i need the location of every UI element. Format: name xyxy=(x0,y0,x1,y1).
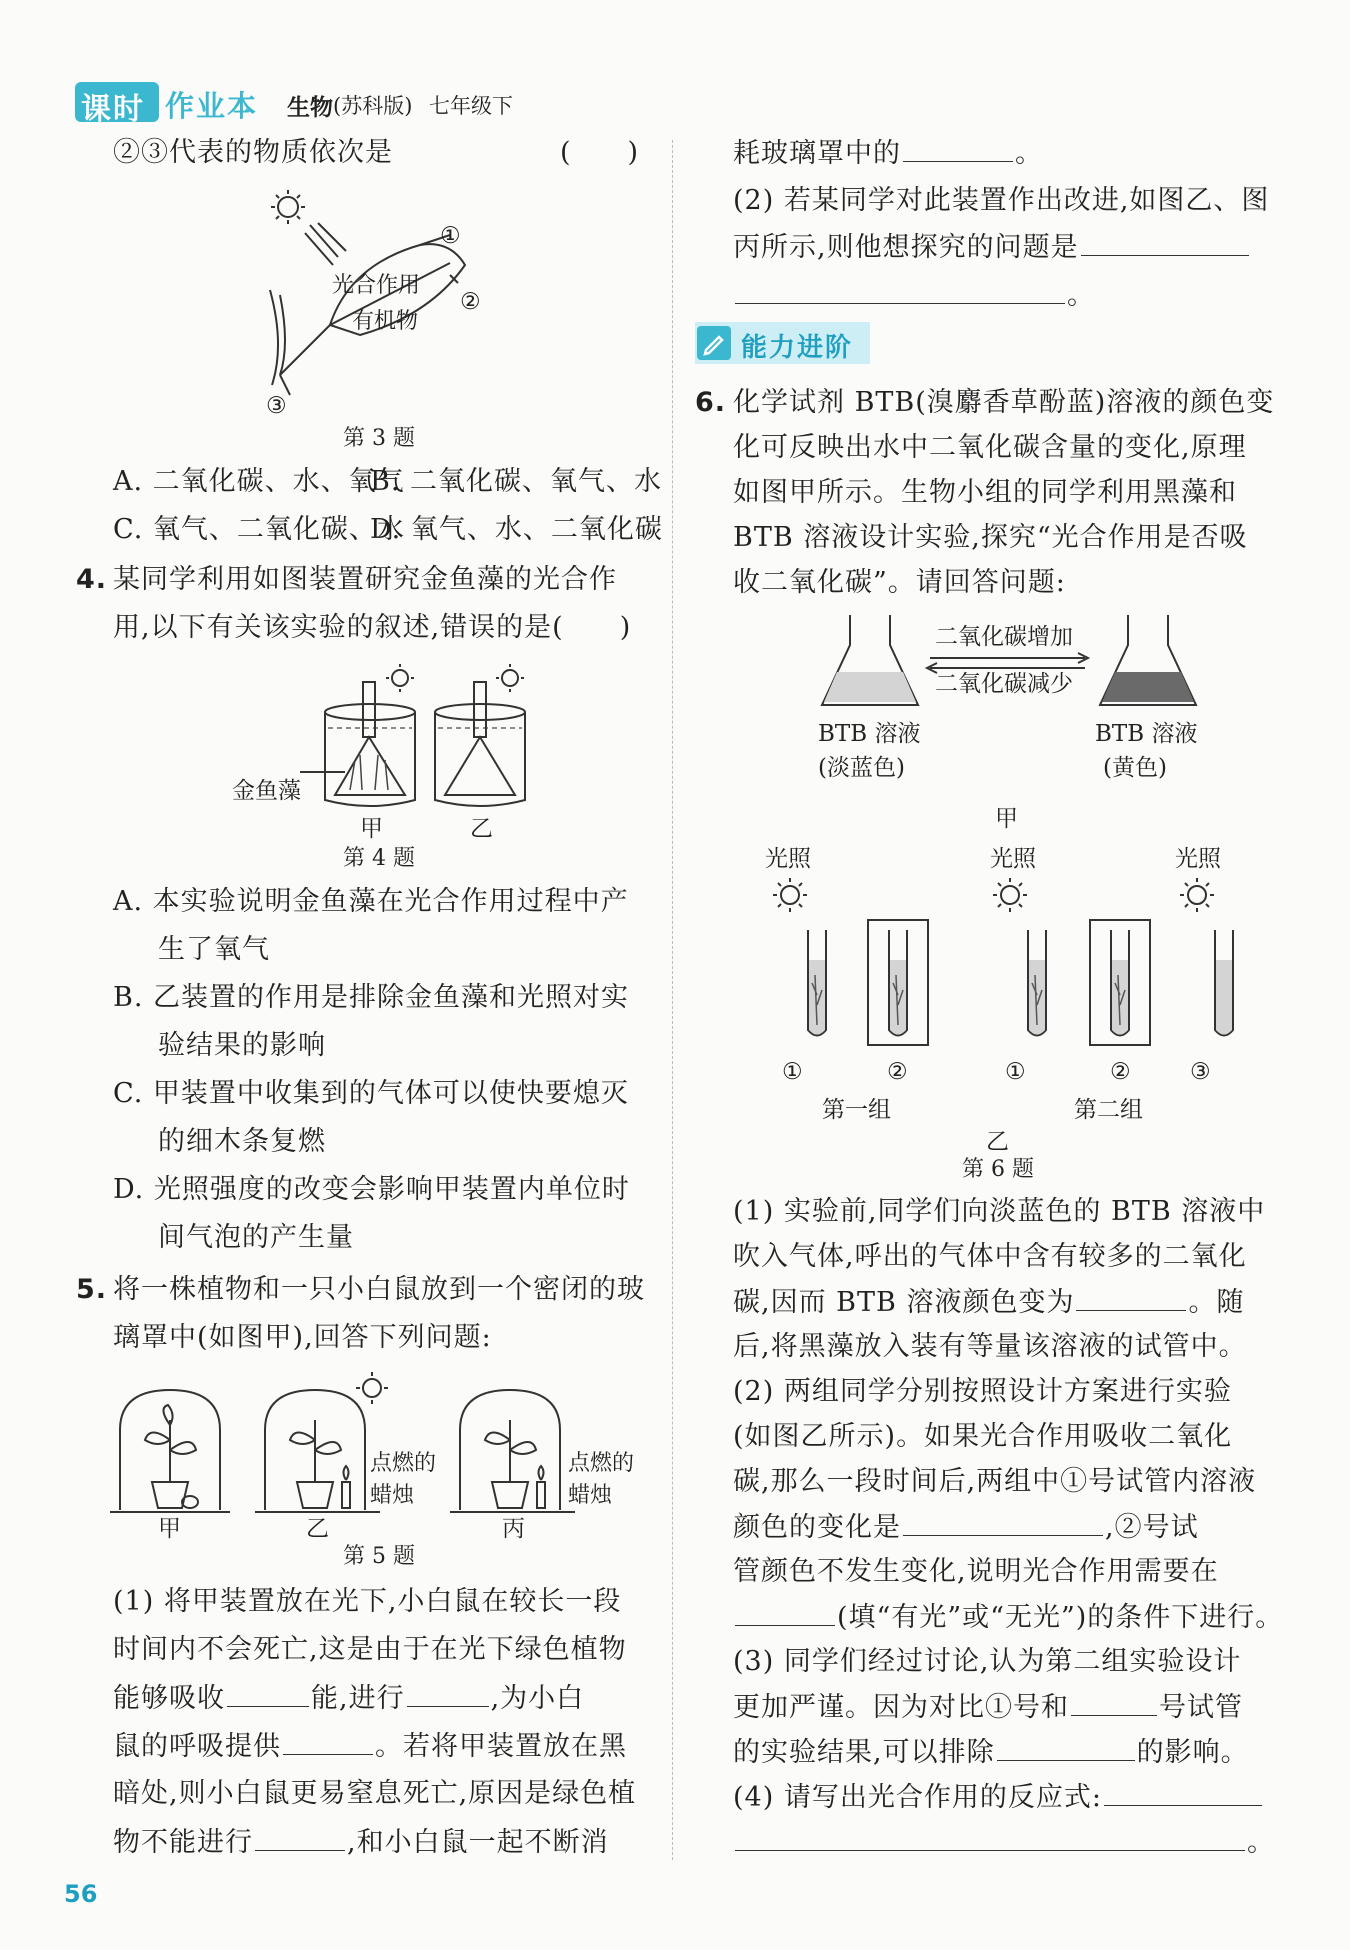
grade: 七年级下 xyxy=(429,94,513,118)
q6-flask2-name: BTB 溶液 xyxy=(1095,721,1198,747)
q5-cont-line1-a: 耗玻璃罩中的 xyxy=(733,138,901,169)
q6-p1-line1: (1) 实验前,同学们向淡蓝色的 BTB 溶液中 xyxy=(733,1196,1266,1227)
q5-p1-line5: 暗处,则小白鼠更易窒息死亡,原因是绿色植 xyxy=(113,1778,637,1809)
q3-caption: 第 3 题 xyxy=(343,426,415,451)
q4-option-a-line2: 生了氧气 xyxy=(158,934,270,965)
answer-blank-tube-number[interactable] xyxy=(1071,1687,1157,1716)
q3-label-3: ③ xyxy=(266,393,287,419)
q5-p2-line3 xyxy=(733,275,1095,316)
q6-p1-line3-b: 。随 xyxy=(1188,1287,1245,1318)
sun-icon xyxy=(1180,878,1214,912)
q5-candle-label-b-2: 蜡烛 xyxy=(370,1483,415,1508)
q6-light-label-3: 光照 xyxy=(1175,846,1221,872)
sun-icon xyxy=(271,190,305,224)
q6-p4-line1 xyxy=(733,1777,1264,1818)
q5-candle-label-c-1: 点燃的 xyxy=(568,1451,635,1476)
bell-jar-a xyxy=(110,1390,230,1512)
q6-figure-b-label: 乙 xyxy=(986,1129,1009,1155)
sun-icon xyxy=(356,1372,388,1404)
q4-option-d-line2: 间气泡的产生量 xyxy=(158,1222,354,1253)
q6-flask1-color: (淡蓝色) xyxy=(818,755,905,781)
q6-arrow-bottom-label: 二氧化碳减少 xyxy=(935,671,1073,697)
q6-stem-line5: 收二氧化碳”。请回答问题: xyxy=(733,567,1066,598)
q6-p1-line3-a: 碳,因而 BTB 溶液颜色变为 xyxy=(733,1287,1075,1318)
q3-option-c: C. 氧气、二氧化碳、水 xyxy=(113,514,405,545)
logo-text: 课时 xyxy=(81,92,145,127)
q6-tube-label-2: ② xyxy=(887,1059,908,1085)
answer-blank-color-change[interactable] xyxy=(903,1507,1103,1536)
q4-option-d-line1: D. 光照强度的改变会影响甲装置内单位时 xyxy=(113,1174,630,1205)
q5-cont-line1 xyxy=(733,133,1043,174)
q3-option-d: D. 氧气、水、二氧化碳 xyxy=(370,514,663,545)
answer-blank-provide[interactable] xyxy=(283,1726,373,1755)
flask-light-blue xyxy=(822,615,918,705)
q5-p1-line4 xyxy=(113,1726,627,1767)
q5-cont-line1-b: 。 xyxy=(1015,138,1043,169)
q4-option-b-line1: B. 乙装置的作用是排除金鱼藻和光照对实 xyxy=(113,982,630,1013)
q5-candle-label-c-2: 蜡烛 xyxy=(568,1483,613,1508)
q5-p1-line3-b: 能,进行 xyxy=(311,1683,405,1714)
q5-p1-line1: (1) 将甲装置放在光下,小白鼠在较长一段 xyxy=(113,1586,622,1617)
q4-stem-line2: 用,以下有关该实验的叙述,错误的是( ) xyxy=(113,612,632,643)
q4-figure xyxy=(300,660,570,820)
q6-p3-line3-b: 的影响。 xyxy=(1136,1737,1249,1768)
q6-p3-line2-b: 号试管 xyxy=(1159,1692,1243,1723)
section-title: 能力进阶 xyxy=(741,333,854,363)
q3-option-a: A. 二氧化碳、水、氧气 xyxy=(113,466,405,497)
q5-p1-line3-c: ,为小白 xyxy=(490,1683,585,1714)
answer-blank-process[interactable] xyxy=(407,1678,489,1707)
q5-p2-line3-b: 。 xyxy=(1067,280,1095,311)
answer-blank-consume[interactable] xyxy=(903,133,1013,162)
q5-p2-line1: (2) 若某同学对此装置作出改进,如图乙、图 xyxy=(733,185,1270,216)
q4-option-b-line2: 验结果的影响 xyxy=(158,1030,326,1061)
q5-p1-line6 xyxy=(113,1822,609,1863)
section-header xyxy=(695,322,870,364)
q6-p4-line1-a: (4) 请写出光合作用的反应式: xyxy=(733,1782,1102,1813)
q4-number: 4. xyxy=(76,564,108,595)
q6-p2-line2: (如图乙所示)。如果光合作用吸收二氧化 xyxy=(733,1421,1233,1452)
q6-group1-label: 第一组 xyxy=(822,1097,891,1123)
pencil-icon xyxy=(697,326,731,360)
book-title: 作业本 xyxy=(165,89,259,123)
q6-p2-line4-a: 颜色的变化是 xyxy=(733,1512,901,1543)
sun-icon xyxy=(386,664,414,692)
q6-stem-line2: 化可反映出水中二氧化碳含量的变化,原理 xyxy=(733,432,1247,463)
q4-caption: 第 4 题 xyxy=(343,846,415,871)
q6-p2-line6 xyxy=(733,1597,1283,1638)
answer-blank-not-perform[interactable] xyxy=(255,1822,345,1851)
answer-blank-exclude-factor[interactable] xyxy=(997,1732,1135,1761)
q5-label-a: 甲 xyxy=(158,1516,181,1542)
page-number: 56 xyxy=(64,1880,98,1908)
q5-label-c: 丙 xyxy=(502,1516,525,1542)
q6-p1-line4: 后,将黑藻放入装有等量该溶液的试管中。 xyxy=(733,1331,1247,1362)
q6-flask2-color: (黄色) xyxy=(1103,755,1167,781)
test-tube-group2-3 xyxy=(1215,930,1233,1036)
q6-stem-line3: 如图甲所示。生物小组的同学利用黑藻和 xyxy=(733,477,1237,508)
q4-label-a: 甲 xyxy=(360,816,383,842)
q6-p4-line2 xyxy=(733,1822,1275,1863)
q6-p3-line2-a: 更加严谨。因为对比①号和 xyxy=(733,1692,1069,1723)
answer-blank-equation-a[interactable] xyxy=(1104,1777,1262,1806)
q3-stem-tail: ②③代表的物质依次是 xyxy=(113,137,393,168)
q5-p1-line2: 时间内不会死亡,这是由于在光下绿色植物 xyxy=(113,1634,627,1665)
q6-figure-b xyxy=(760,875,1240,1055)
q6-tube-label-1: ① xyxy=(782,1059,803,1085)
answer-blank-question-a[interactable] xyxy=(1081,227,1249,256)
q6-light-label-1: 光照 xyxy=(765,846,811,872)
q4-label-b: 乙 xyxy=(470,816,493,842)
q3-option-b: B. 二氧化碳、氧气、水 xyxy=(370,466,663,497)
test-tube-group2-1 xyxy=(1028,930,1046,1036)
q3-leaf-text-2: 有机物 xyxy=(352,309,419,334)
q6-group2-label: 第二组 xyxy=(1074,1097,1143,1123)
bell-jar-c xyxy=(450,1390,575,1512)
sun-icon xyxy=(496,664,524,692)
q3-answer-paren: ( ) xyxy=(560,137,640,168)
q5-p1-line4-b: 。若将甲装置放在黑 xyxy=(375,1731,627,1762)
q6-light-label-2: 光照 xyxy=(990,846,1036,872)
q6-stem-line4: BTB 溶液设计实验,探究“光合作用是否吸 xyxy=(733,522,1248,553)
answer-blank-energy[interactable] xyxy=(227,1678,309,1707)
q5-p1-line4-a: 鼠的呼吸提供 xyxy=(113,1731,281,1762)
edition: (苏科版) xyxy=(333,94,413,118)
test-tube-group2-2 xyxy=(1111,930,1129,1036)
q6-p2-line4 xyxy=(733,1507,1199,1548)
logo-badge xyxy=(75,82,159,127)
q6-p4-line2-b: 。 xyxy=(1247,1827,1275,1858)
q6-stem-line1: 化学试剂 BTB(溴麝香草酚蓝)溶液的颜色变 xyxy=(733,387,1275,418)
q5-number: 5. xyxy=(76,1274,108,1305)
q4-option-c-line2: 的细木条复燃 xyxy=(158,1126,326,1157)
column-divider xyxy=(672,140,673,1860)
q6-tube-label-3: ① xyxy=(1005,1059,1026,1085)
sun-icon xyxy=(773,878,807,912)
q4-option-c-line1: C. 甲装置中收集到的气体可以使快要熄灭 xyxy=(113,1078,629,1109)
q6-tube-label-4: ② xyxy=(1110,1059,1131,1085)
answer-blank-question-b[interactable] xyxy=(735,275,1065,304)
test-tube-group1-1 xyxy=(808,930,826,1036)
q6-tube-label-5: ③ xyxy=(1190,1059,1211,1085)
q4-label-plant: 金鱼藻 xyxy=(232,778,301,804)
q5-stem-line1: 将一株植物和一只小白鼠放到一个密闭的玻 xyxy=(113,1274,645,1305)
q5-p2-line2-a: 丙所示,则他想探究的问题是 xyxy=(733,232,1079,263)
bell-jar-b xyxy=(255,1390,380,1512)
subject: 生物 xyxy=(287,95,333,121)
q5-p1-line3 xyxy=(113,1678,584,1719)
q6-flask1-name: BTB 溶液 xyxy=(818,721,921,747)
q5-caption: 第 5 题 xyxy=(343,1544,415,1569)
q3-label-2: ② xyxy=(460,289,481,315)
q6-p1-line2: 吹入气体,呼出的气体中含有较多的二氧化 xyxy=(733,1241,1247,1272)
q5-p1-line3-a: 能够吸收 xyxy=(113,1683,225,1714)
q6-p1-line3 xyxy=(733,1282,1244,1323)
q5-stem-line2: 璃罩中(如图甲),回答下列问题: xyxy=(113,1322,492,1353)
q6-p3-line3-a: 的实验结果,可以排除 xyxy=(733,1737,995,1768)
q6-p3-line2 xyxy=(733,1687,1243,1728)
flask-yellow xyxy=(1100,615,1196,705)
q5-candle-label-b-1: 点燃的 xyxy=(370,1451,437,1476)
answer-blank-light-condition[interactable] xyxy=(735,1597,835,1626)
q6-p2-line4-b: ,②号试 xyxy=(1105,1512,1199,1543)
q5-p1-line6-b: ,和小白鼠一起不断消 xyxy=(347,1827,609,1858)
q4-option-a-line1: A. 本实验说明金鱼藻在光合作用过程中产 xyxy=(113,886,629,917)
q4-stem-line1: 某同学利用如图装置研究金鱼藻的光合作 xyxy=(113,564,617,595)
q6-caption: 第 6 题 xyxy=(962,1157,1034,1182)
test-tube-group1-2 xyxy=(889,930,907,1036)
q6-number: 6. xyxy=(695,387,727,418)
answer-blank-equation-b[interactable] xyxy=(735,1822,1245,1851)
q6-p2-line1: (2) 两组同学分别按照设计方案进行实验 xyxy=(733,1376,1232,1407)
q6-p2-line5: 管颜色不发生变化,说明光合作用需要在 xyxy=(733,1556,1219,1587)
q5-p2-line2 xyxy=(733,227,1251,268)
q6-figure-a-label: 甲 xyxy=(995,806,1018,832)
q5-label-b: 乙 xyxy=(306,1516,329,1542)
q3-label-1: ① xyxy=(440,223,461,249)
q6-p3-line1: (3) 同学们经过讨论,认为第二组实验设计 xyxy=(733,1646,1242,1677)
q6-p2-line6-b: (填“有光”或“无光”)的条件下进行。 xyxy=(837,1602,1284,1633)
q6-p3-line3 xyxy=(733,1732,1249,1773)
q3-leaf-text-1: 光合作用 xyxy=(332,273,421,298)
answer-blank-color[interactable] xyxy=(1076,1282,1186,1311)
header xyxy=(75,82,635,126)
sun-icon xyxy=(993,878,1027,912)
q6-arrow-top-label: 二氧化碳增加 xyxy=(935,624,1073,650)
q5-p1-line6-a: 物不能进行 xyxy=(113,1827,253,1858)
q6-p2-line3: 碳,那么一段时间后,两组中①号试管内溶液 xyxy=(733,1466,1257,1497)
